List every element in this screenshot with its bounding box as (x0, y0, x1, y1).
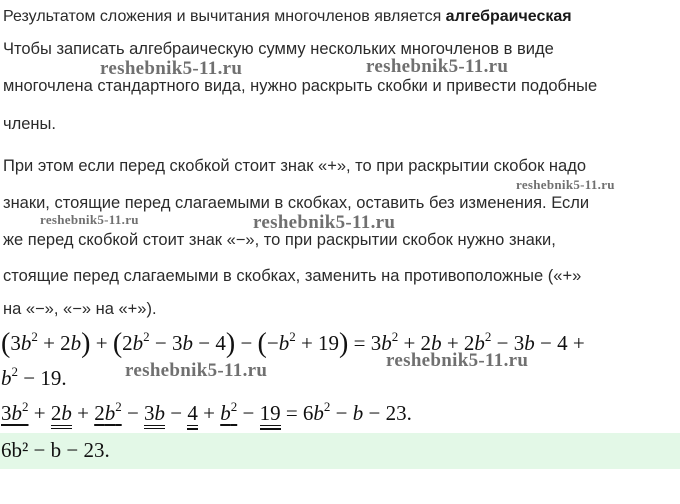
equation-expansion-continued: $b^2 - 19$. (1, 364, 67, 390)
heading: Результатом сложения и вычитания многочленов является алгебраическая (3, 8, 572, 25)
watermark: reshebnik5-11.ru (40, 212, 139, 227)
paragraph-2-line-2: знаки, стоящие перед слагаемыми в скобках, оставить без изменения. Если (3, 194, 590, 212)
watermark: reshebnik5-11.ru (253, 212, 396, 233)
paragraph-1-line-2: многочлена стандартного вида, нужно раскрыть скобки и привести подобные (3, 77, 598, 95)
final-answer: 6b² − b − 23. (1, 438, 110, 462)
watermark: reshebnik5-11.ru (516, 177, 615, 192)
paragraph-2-line-3: же перед скобкой стоит знак «−», то при раскрытии скобок нужно знаки, (3, 231, 556, 249)
heading-bold-term: алгебраическая (445, 8, 572, 25)
paragraph-2-line-5: на «−», «−» на «+»). (3, 300, 157, 318)
paragraph-2-line-4: стоящие перед слагаемыми в скобках, заменить на противоположные («+» (3, 267, 582, 285)
watermark: reshebnik5-11.ru (366, 56, 509, 77)
paragraph-2-line-1: При этом если перед скобкой стоит знак «+», то при раскрытии скобок надо (3, 157, 587, 175)
watermark: reshebnik5-11.ru (386, 350, 529, 371)
equation-like-terms: $3b^2 + 2b + 2b^2 - 3b - 4 + b^2 - 19 = 6b^2 - b - 23$. (1, 401, 412, 430)
watermark: reshebnik5-11.ru (100, 58, 243, 79)
paragraph-1-line-1: Чтобы записать алгебраическую сумму нескольких многочленов в виде (3, 40, 554, 58)
watermark: reshebnik5-11.ru (125, 360, 268, 381)
paragraph-1-line-3: члены. (3, 115, 56, 133)
equation-expansion: $(3b^2 + 2b) + (2b^2 - 3b - 4) - (-b^2 + 19) = 3b^2 + 2b + 2b^2 - 3b - 4$ + (1, 328, 585, 359)
